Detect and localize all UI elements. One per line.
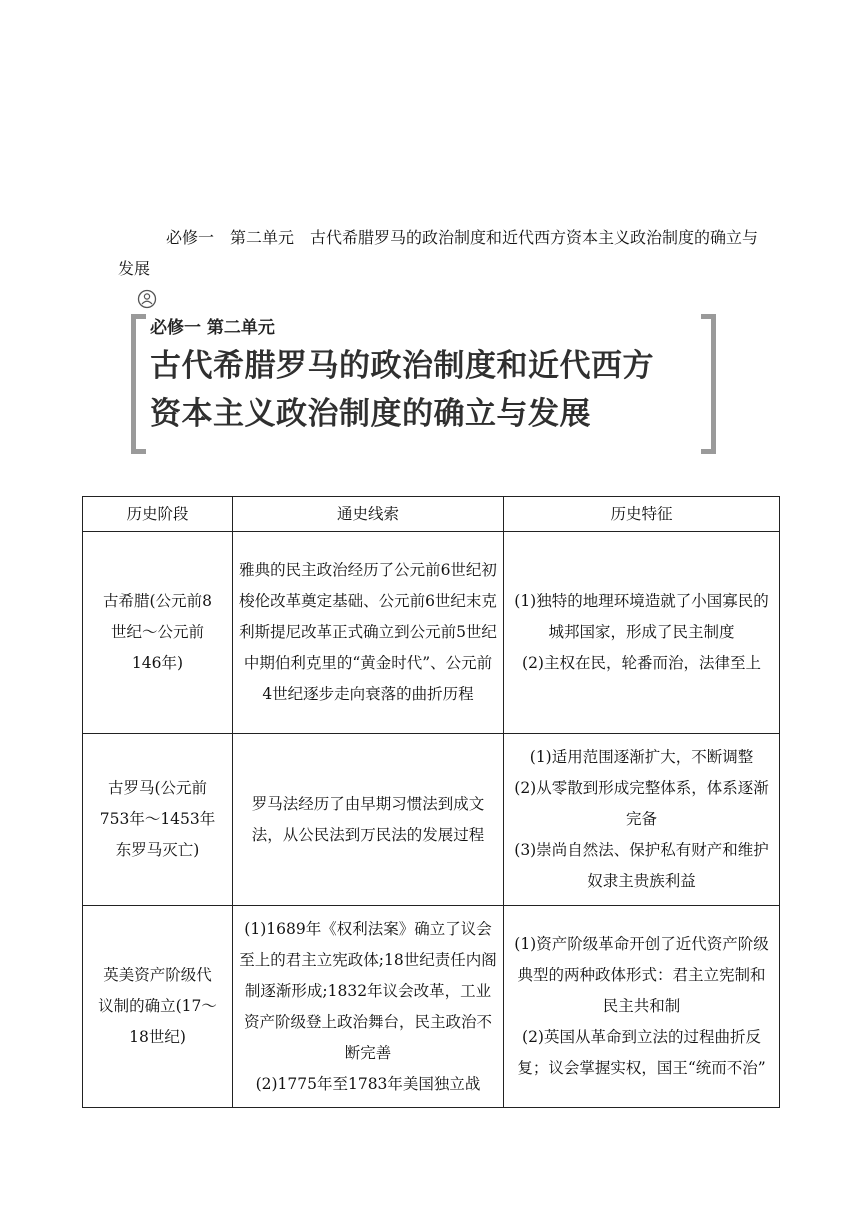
header-stage: 历史阶段 [83, 497, 233, 532]
clue-item: (1)1689年《权利法案》确立了议会至上的君主立宪政体;18世纪责任内阁制逐渐形成;1832年议会改革，工业资产阶级登上政治舞台，民主政治不断完善 [239, 919, 497, 1062]
clue-cell: 雅典的民主政治经历了公元前6世纪初梭伦改革奠定基础、公元前6世纪末克利斯提尼改革正式确立到公元前5世纪中期伯利克里的“黄金时代”、公元前4世纪逐步走向衰落的曲折历程 [233, 532, 504, 734]
feature-item: (1)适用范围逐渐扩大，不断调整 [529, 748, 754, 766]
feature-item: (1)独特的地理环境造就了小国寡民的城邦国家，形成了民主制度 [514, 592, 769, 641]
feature-item: (2)英国从革命到立法的过程曲折反复；议会掌握实权，国王“统而不治” [517, 1028, 766, 1077]
features-cell [504, 532, 780, 734]
features-cell [504, 906, 780, 1108]
clue-cell: 罗马法经历了由早期习惯法到成文法，从公民法到万民法的发展过程 [233, 734, 504, 906]
stage-cell: 古罗马(公元前753年～1453年东罗马灭亡) [83, 734, 233, 906]
table-row [83, 734, 780, 906]
clue-cell [233, 906, 504, 1108]
header-line: 必修一 第二单元 古代希腊罗马的政治制度和近代西方资本主义政治制度的确立与发展 [118, 228, 759, 278]
feature-item: (2)主权在民，轮番而治，法律至上 [522, 654, 761, 672]
feature-item: (3)崇尚自然法、保护私有财产和维护奴隶主贵族利益 [514, 841, 769, 890]
stage-cell: 古希腊(公元前8世纪～公元前146年) [83, 532, 233, 734]
header-features: 历史特征 [504, 497, 780, 532]
table-row [83, 532, 780, 734]
title-bracket-left [131, 314, 146, 454]
table-row [83, 906, 780, 1108]
person-badge-icon [137, 289, 157, 309]
features-cell [504, 734, 780, 906]
title-main [150, 342, 710, 438]
feature-item: (2)从零散到形成完整体系，体系逐渐完备 [514, 779, 769, 828]
title-subtitle: 必修一 第二单元 [150, 318, 275, 338]
title-line-2: 资本主义政治制度的确立与发展 [150, 396, 591, 432]
history-table [82, 496, 780, 1108]
feature-item: (1)资产阶级革命开创了近代资产阶级典型的两种政体形式：君主立宪制和民主共和制 [514, 935, 769, 1015]
stage-cell: 英美资产阶级代议制的确立(17～18世纪) [83, 906, 233, 1108]
title-line-1: 古代希腊罗马的政治制度和近代西方 [150, 348, 654, 384]
table-header-row [83, 497, 780, 532]
header-clue: 通史线索 [233, 497, 504, 532]
clue-item: (2)1775年至1783年美国独立战 [255, 1074, 481, 1093]
